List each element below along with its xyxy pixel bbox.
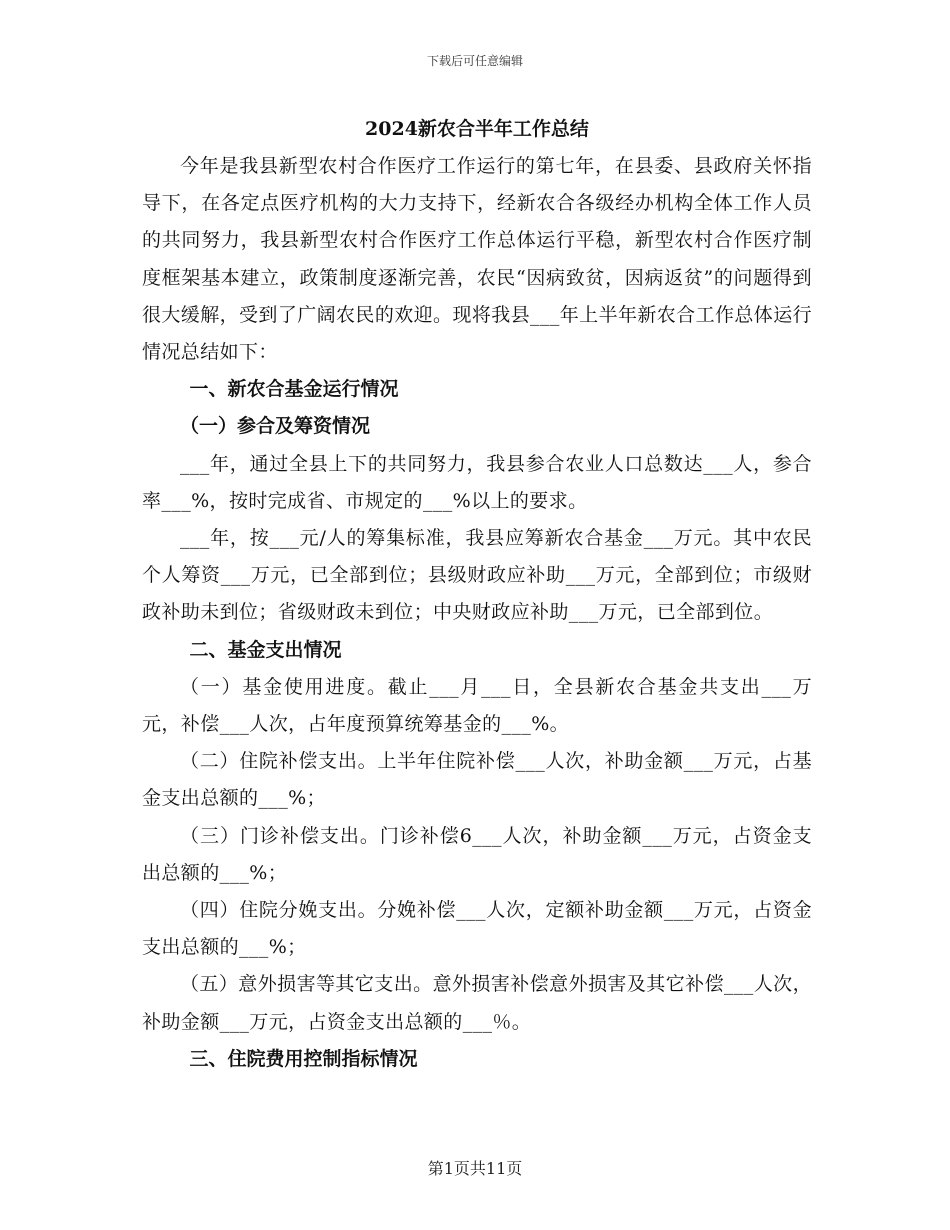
intro-paragraph: 今年是我县新型农村合作医疗工作运行的第七年，在县委、县政府关怀指导下，在各定点医疗机构的大力支持下，经新农合各级经办机构全体工作人员的共同努力，我县新型农村合作医疗工作总体运行平稳，新型农村合作医疗制度框架基本建立，政策制度逐渐完善，农民“因病致贫，因病返贫”的问题得到很大缓解，受到了广阔农民的欢迎。现将我县___年上半年新农合工作总体运行情况总结如下： [142,155,812,364]
section-heading-cost-control: 三、住院费用控制指标情况 [189,1047,418,1070]
enrollment-paragraph: ___年，通过全县上下的共同努力，我县参合农业人口总数达___人，参合率___%，按时完成省、市规定的___%以上的要求。 [142,452,812,512]
section-heading-fund-expenditure: 二、基金支出情况 [189,638,342,661]
outpatient-compensation-paragraph: （三）门诊补偿支出。门诊补偿6___人次，补助金额___万元，占资金支出总额的___%； [142,824,812,884]
section-heading-fund-operation: 一、新农合基金运行情况 [189,378,399,401]
header-note: 下载后可任意编辑 [426,54,523,68]
document-title: 2024新农合半年工作总结 [365,118,589,140]
subsection-heading-enrollment: （一）参合及筹资情况 [180,415,371,438]
expenditure-progress-paragraph: （一）基金使用进度。截止___月___日，全县新农合基金共支出___万元，补偿___人次，占年度预算统筹基金的___%。 [142,675,812,736]
document-body [142,112,812,1078]
accident-compensation-paragraph: （五）意外损害等其它支出。意外损害补偿意外损害及其它补偿___人次，补助金额___万元，占资金支出总额的___％。 [142,973,812,1033]
page-number: 第1页共11页 [427,1159,523,1178]
inpatient-compensation-paragraph: （二）住院补偿支出。上半年住院补偿___人次，补助金额___万元，占基金支出总额的___%； [142,750,812,810]
financing-paragraph: ___年，按___元/人的筹集标准，我县应筹新农合基金___万元。其中农民个人筹资___万元，已全部到位；县级财政应补助___万元，全部到位；市级财政补助未到位；省级财政未到位；中央财政应补助___万元，已全部到位。 [142,527,812,624]
childbirth-compensation-paragraph: （四）住院分娩支出。分娩补偿___人次，定额补助金额___万元，占资金支出总额的___%； [142,899,812,959]
